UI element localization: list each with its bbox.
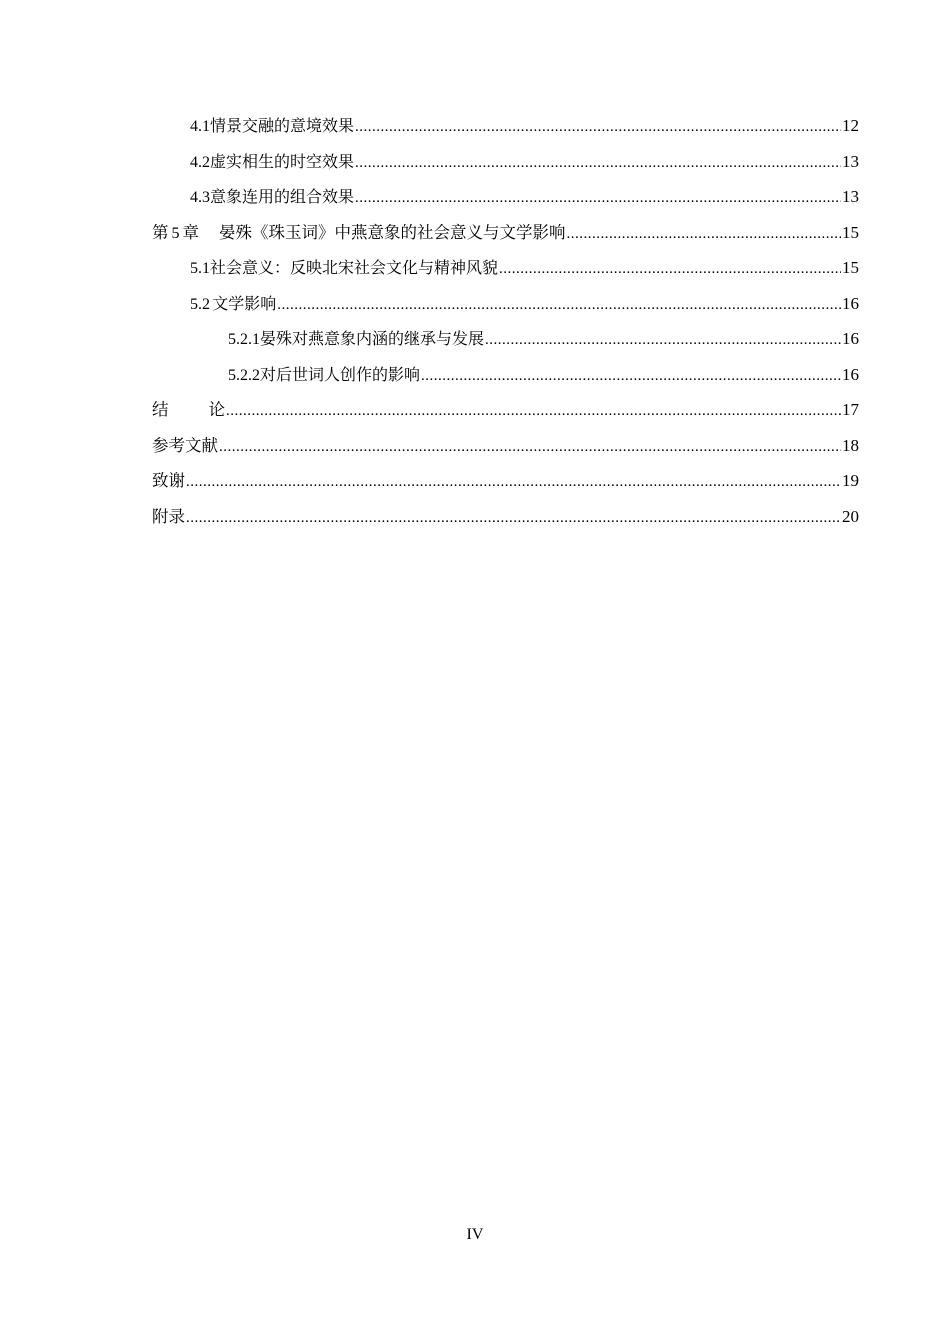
toc-entry-chapter-5[interactable] (152, 215, 859, 251)
toc-entry-number: 4.3 (190, 189, 210, 206)
toc-leader-dots (355, 146, 841, 182)
toc-leader-dots (421, 359, 841, 395)
toc-entry-title: 文学影响 (212, 293, 277, 313)
toc-entry-page: 16 (842, 329, 859, 348)
toc-entry-page: 20 (842, 506, 859, 526)
toc-leader-dots (226, 394, 841, 430)
toc-entry-title: 参考文献 (152, 435, 218, 455)
toc-leader-dots (567, 217, 842, 253)
toc-entry-page: 12 (842, 116, 859, 135)
toc-entry-number: 5.2.1 (228, 331, 260, 348)
toc-entry-title: 对后世词人创作的影响 (260, 364, 421, 384)
toc-entry-5-2-1[interactable] (152, 321, 859, 357)
toc-entry-title-part-a: 结 (152, 400, 209, 419)
toc-entry-number: 4.1 (190, 118, 210, 135)
toc-entry-title: 附录 (152, 506, 185, 526)
toc-entry-title: 社会意义：反映北宋社会文化与精神风貌 (210, 258, 499, 277)
toc-entry-page: 15 (842, 222, 859, 242)
toc-entry-references[interactable] (152, 428, 859, 464)
toc-entry-title: 晏殊《珠玉词》中燕意象的社会意义与文学影响 (219, 222, 566, 242)
toc-entry-page: 15 (842, 258, 859, 277)
toc-leader-dots (499, 252, 841, 288)
toc-entry-title: 意象连用的组合效果 (210, 187, 355, 206)
toc-entry-5-1[interactable] (152, 250, 859, 286)
toc-leader-dots (355, 181, 841, 217)
toc-chapter-label (152, 215, 199, 252)
toc-leader-dots (186, 465, 841, 501)
toc-entry-page: 17 (842, 400, 859, 419)
toc-leader-dots (355, 110, 841, 146)
toc-entry-title: 情景交融的意境效果 (210, 116, 355, 135)
toc-leader-dots (186, 501, 841, 537)
toc-entry-5-2-2[interactable] (152, 357, 859, 393)
toc-entry-appendix[interactable] (152, 499, 859, 535)
toc-chapter-number: 5 (171, 224, 180, 242)
toc-entry-page: 13 (842, 187, 859, 206)
table-of-contents (152, 108, 859, 534)
toc-entry-title-part-b: 论 (208, 400, 225, 419)
toc-leader-dots (277, 288, 841, 324)
toc-entry-number: 5.1 (190, 260, 210, 277)
toc-entry-page: 16 (842, 364, 859, 384)
toc-entry-page: 16 (842, 293, 859, 313)
toc-entry-4-1[interactable] (152, 108, 859, 144)
toc-entry-acknowledgements[interactable] (152, 463, 859, 499)
toc-entry-5-2[interactable] (152, 286, 859, 322)
toc-entry-number: 5.2.2 (228, 366, 260, 384)
toc-entry-title: 虚实相生的时空效果 (210, 151, 355, 171)
toc-entry-page: 19 (842, 471, 859, 490)
toc-leader-dots (485, 323, 841, 359)
page-footer-number: IV (466, 1226, 484, 1243)
toc-entry-number: 4.2 (190, 153, 210, 171)
toc-chapter-word-a: 第 (152, 222, 169, 242)
toc-chapter-word-b: 章 (182, 222, 199, 242)
toc-entry-page: 13 (842, 151, 859, 171)
toc-entry-4-2[interactable] (152, 144, 859, 180)
toc-entry-title: 晏殊对燕意象内涵的继承与发展 (260, 329, 485, 348)
toc-entry-title: 致谢 (152, 471, 185, 490)
toc-entry-number: 5.2 (190, 295, 210, 313)
toc-entry-page: 18 (842, 435, 859, 455)
toc-entry-conclusion[interactable] (152, 392, 859, 428)
toc-leader-dots (219, 430, 841, 466)
toc-entry-4-3[interactable] (152, 179, 859, 215)
